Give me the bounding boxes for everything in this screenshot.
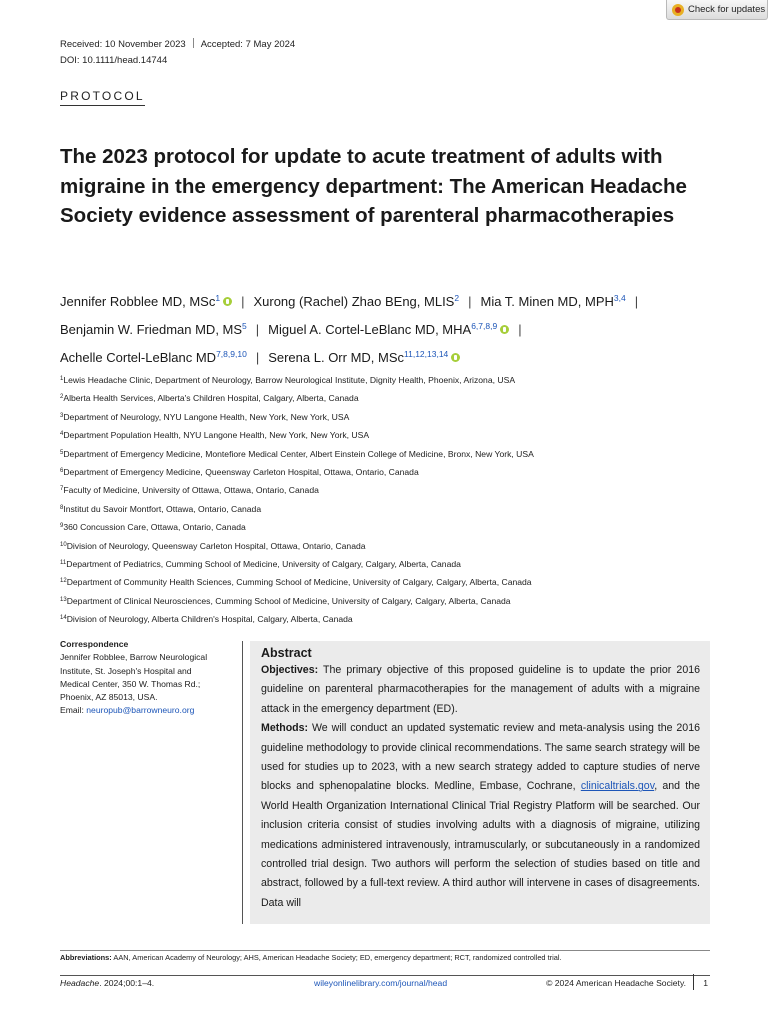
affiliation-item xyxy=(60,610,534,628)
affiliation-number: 10 xyxy=(60,541,67,548)
author-name-text: Miguel A. Cortel-LeBlanc MD, MHA xyxy=(268,322,472,337)
author-separator: | xyxy=(255,322,260,337)
affiliation-item xyxy=(60,389,534,407)
author-name-text: Achelle Cortel-LeBlanc MD xyxy=(60,350,217,365)
affiliation-number: 3 xyxy=(60,412,64,419)
abbreviations xyxy=(60,953,562,962)
methods-label: Methods: xyxy=(261,722,309,735)
article-history xyxy=(60,37,295,69)
author-name[interactable] xyxy=(268,350,460,365)
abstract-methods xyxy=(261,719,700,913)
affiliation-item xyxy=(60,426,534,444)
affiliation-item xyxy=(60,481,534,499)
affiliation-number: 6 xyxy=(60,468,64,475)
history-separator xyxy=(193,38,194,48)
clinicaltrials-link[interactable]: clinicaltrials.gov xyxy=(580,780,655,793)
author-name[interactable] xyxy=(60,294,232,309)
affiliation-item xyxy=(60,371,534,389)
affiliation-text: Department Population Health, NYU Langone Health, New York, New York, USA xyxy=(63,430,370,441)
abbreviations-text: AAN, American Academy of Neurology; AHS, American Headache Society; ED, emergency department; RCT, randomized controlled trial. xyxy=(111,953,562,962)
page-number-separator xyxy=(693,974,694,990)
affiliation-item xyxy=(60,518,534,536)
affiliation-text: Department of Clinical Neurosciences, Cumming School of Medicine, University of Calgary, Calgary, Alberta, Canada xyxy=(66,595,511,606)
methods-text-a: We will conduct an updated systematic review and meta-analysis using the 2016 guideline methodology to provide clinical recommendations. The same search strategy will be used for studies up to 2023, with a new search strategy added to capture studies of nerve blocks and sphenopalatine blocks. Medline, Embase, Cochrane, xyxy=(261,722,700,793)
affiliation-item xyxy=(60,592,534,610)
affiliation-number: 4 xyxy=(60,431,64,438)
affiliation-number: 13 xyxy=(60,596,67,603)
affiliation-number: 7 xyxy=(60,486,64,493)
affiliation-text: Lewis Headache Clinic, Department of Neurology, Barrow Neurological Institute, Dignity Health, Phoenix, Arizona, USA xyxy=(63,375,516,385)
correspondence xyxy=(60,638,230,718)
orcid-icon[interactable] xyxy=(451,353,460,362)
author-name[interactable] xyxy=(60,322,247,337)
author-name-text: Xurong (Rachel) Zhao BEng, MLIS xyxy=(253,294,455,309)
abstract-box xyxy=(250,641,710,924)
affiliation-number: 14 xyxy=(60,615,67,622)
author-name[interactable] xyxy=(60,350,247,365)
affiliation-text: Institut du Savoir Montfort, Ottawa, Ontario, Canada xyxy=(63,503,262,514)
affiliation-text: 360 Concussion Care, Ottawa, Ontario, Canada xyxy=(63,522,246,533)
author-affiliation-marks: 11,12,13,14 xyxy=(404,349,449,359)
orcid-icon[interactable] xyxy=(500,325,509,334)
affiliation-number: 11 xyxy=(60,560,67,567)
author-separator: | xyxy=(241,294,245,309)
abbreviations-label: Abbreviations: xyxy=(60,953,112,962)
affiliation-text: Division of Neurology, Alberta Children's Hospital, Calgary, Alberta, Canada xyxy=(66,614,353,625)
doi: DOI: 10.1111/head.14744 xyxy=(60,55,168,66)
author-separator: | xyxy=(634,294,639,309)
affiliation-number: 2 xyxy=(60,394,64,401)
affiliation-text: Division of Neurology, Queensway Carleton Hospital, Ottawa, Ontario, Canada xyxy=(66,540,366,551)
page-footer xyxy=(60,978,710,992)
author-name[interactable] xyxy=(253,294,459,309)
author-name-text: Mia T. Minen MD, MPH xyxy=(480,294,614,309)
correspondence-line: Medical Center, 350 W. Thomas Rd.; xyxy=(60,678,201,689)
affiliation-number: 12 xyxy=(60,578,67,585)
author-affiliation-marks: 1 xyxy=(215,293,221,303)
affiliation-item xyxy=(60,537,534,555)
check-for-updates-label: Check for updates xyxy=(688,4,766,15)
affiliation-text: Department of Emergency Medicine, Montefiore Medical Center, Albert Einstein College of Medicine, Bronx, New York, USA xyxy=(63,448,534,459)
citation-text: . 2024;00:1–4. xyxy=(99,978,155,988)
affiliation-text: Alberta Health Services, Alberta's Children Hospital, Calgary, Alberta, Canada xyxy=(63,393,359,404)
objectives-label: Objectives: xyxy=(261,664,319,676)
methods-text-b: , and the World Health Organization International Clinical Trial Registry Platform will be searched. Our inclusion criteria consist of studies involving adults with a diagnosis of migraine, utilizing medications administered intravenously, intramuscularly, or subcutaneously in a randomized controlled trial design. Two authors will perform the selection of studies based on title and abstract, followed by a full-text review. A third author will intervene in cases of disagreements. Data will xyxy=(261,780,701,909)
footer-rule xyxy=(60,975,710,976)
author-name-text: Jennifer Robblee MD, MSc xyxy=(60,294,216,309)
column-divider xyxy=(242,641,243,924)
affiliation-number: 8 xyxy=(60,504,64,511)
affiliation-item xyxy=(60,500,534,518)
correspondence-line: Institute, St. Joseph's Hospital and xyxy=(60,665,192,676)
affiliation-item xyxy=(60,445,534,463)
author-name-text: Benjamin W. Friedman MD, MS xyxy=(60,322,243,337)
affiliation-text: Faculty of Medicine, University of Ottawa, Ottawa, Ontario, Canada xyxy=(63,485,319,496)
affiliation-text: Department of Pediatrics, Cumming School of Medicine, University of Calgary, Calgary, Alberta, Canada xyxy=(66,559,461,570)
author-separator: | xyxy=(468,294,472,309)
author-name[interactable] xyxy=(480,294,625,309)
affiliation-item xyxy=(60,555,534,573)
journal-site-link[interactable]: wileyonlinelibrary.com/journal/head xyxy=(314,978,448,988)
orcid-icon[interactable] xyxy=(223,297,232,306)
page-number: 1 xyxy=(703,978,708,988)
email-link[interactable]: neuropub@barrowneuro.org xyxy=(86,705,195,716)
affiliation-number: 9 xyxy=(60,523,64,530)
author-separator: | xyxy=(518,322,522,337)
affiliation-text: Department of Neurology, NYU Langone Health, New York, New York, USA xyxy=(63,411,350,422)
correspondence-email-line xyxy=(60,704,230,717)
affiliation-item xyxy=(60,573,534,591)
affiliation-item xyxy=(60,463,534,481)
correspondence-heading: Correspondence xyxy=(60,639,129,649)
abstract-objectives xyxy=(261,661,700,719)
affiliation-number: 1 xyxy=(60,376,64,382)
affiliation-text: Department of Community Health Sciences, Cumming School of Medicine, University of Calgary, Calgary, Alberta, Canada xyxy=(66,577,532,588)
author-affiliation-marks: 3,4 xyxy=(613,293,626,303)
affiliation-list xyxy=(60,371,534,629)
author-name[interactable] xyxy=(268,322,509,337)
author-affiliation-marks: 5 xyxy=(242,321,247,331)
affiliation-item xyxy=(60,408,534,426)
author-affiliation-marks: 6,7,8,9 xyxy=(471,321,498,331)
journal-citation xyxy=(60,978,154,988)
copyright: © 2024 American Headache Society. xyxy=(546,978,686,988)
affiliation-text: Department of Emergency Medicine, Queensway Carleton Hospital, Ottawa, Ontario, Canada xyxy=(63,467,419,478)
author-name-text: Serena L. Orr MD, MSc xyxy=(268,350,405,365)
received-date: Received: 10 November 2023 xyxy=(60,39,186,50)
correspondence-line: Jennifer Robblee, Barrow Neurological xyxy=(60,652,208,663)
crossmark-icon xyxy=(672,4,684,16)
correspondence-line: Phoenix, AZ 85013, USA. xyxy=(60,692,158,703)
affiliation-number: 5 xyxy=(60,449,64,456)
article-type: PROTOCOL xyxy=(60,89,145,106)
objectives-text: The primary objective of this proposed guideline is to update the prior 2016 guideline on parenteral pharmacotherapies for the management of adults with a migraine attack in the emergency department (ED). xyxy=(261,664,700,715)
check-for-updates-button[interactable] xyxy=(666,0,768,20)
author-separator: | xyxy=(255,350,260,365)
accepted-date: Accepted: 7 May 2024 xyxy=(200,39,296,50)
author-affiliation-marks: 7,8,9,10 xyxy=(216,349,247,359)
journal-name: Headache xyxy=(60,978,100,988)
author-affiliation-marks: 2 xyxy=(454,293,460,303)
email-label: Email: xyxy=(60,705,87,716)
abbreviations-rule xyxy=(60,950,710,951)
abstract-heading: Abstract xyxy=(261,646,312,660)
article-title: The 2023 protocol for update to acute treatment of adults with migraine in the emergency department: The American Headache Society evidence assessment of parenteral pharmacotherapies xyxy=(60,145,687,227)
author-list xyxy=(60,286,720,370)
